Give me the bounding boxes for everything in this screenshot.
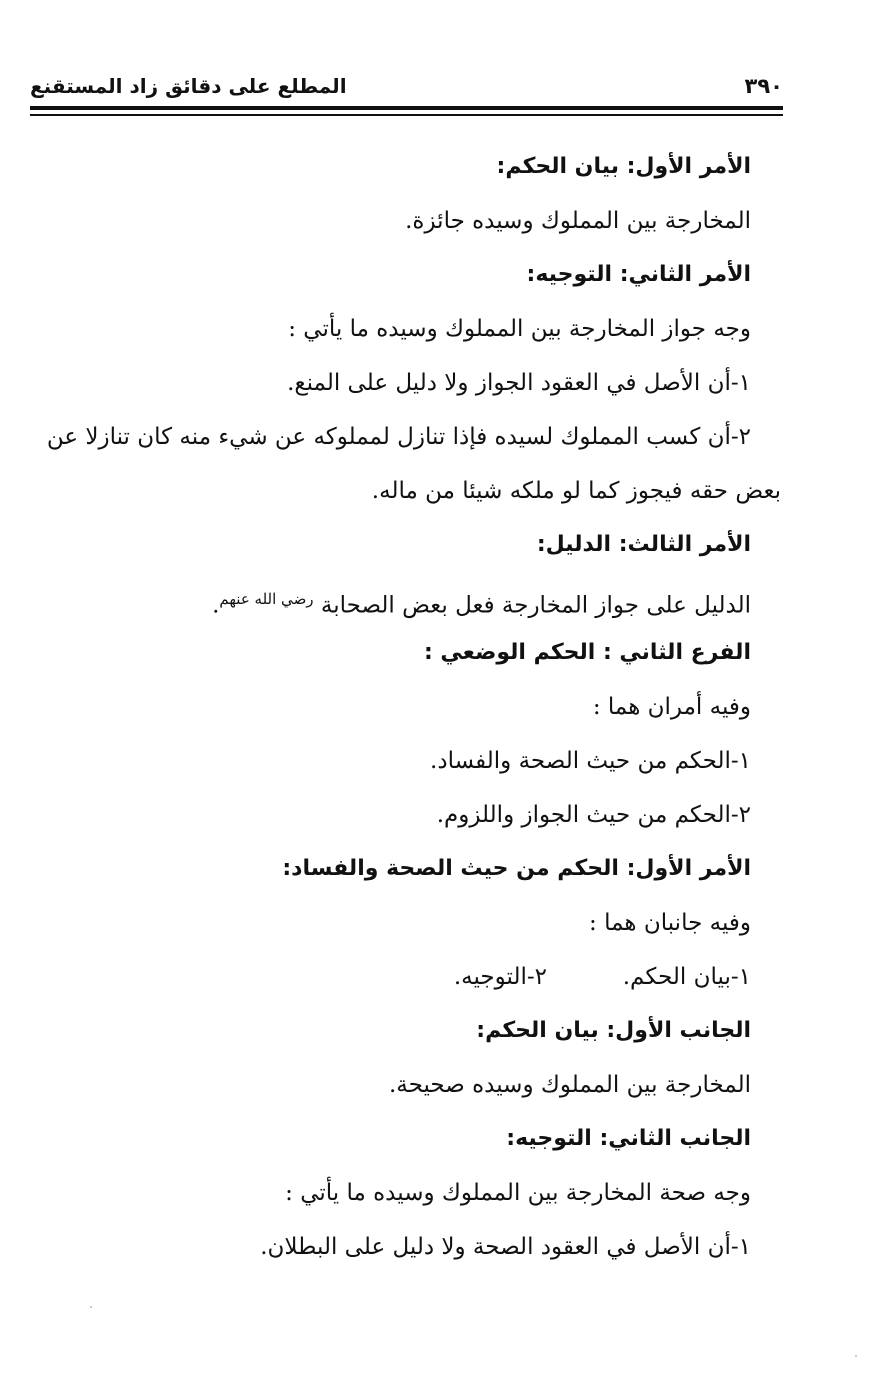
paragraph-validity-intro: وجه صحة المخارجة بين المملوك وسيده ما يأتي : bbox=[285, 1180, 751, 1206]
paragraph-justification-intro: وجه جواز المخارجة بين المملوك وسيده ما يأتي : bbox=[288, 316, 751, 342]
heading-validity-matter: الأمر الأول: الحكم من حيث الصحة والفساد: bbox=[282, 856, 751, 881]
paragraph-ruling: المخارجة بين المملوك وسيده جائزة. bbox=[405, 208, 751, 234]
paragraph-two-aspects: وفيه جانبان هما : bbox=[589, 910, 751, 936]
scan-speck bbox=[855, 1355, 857, 1357]
list-item-2-continuation: بعض حقه فيجوز كما لو ملكه شيئا من ماله. bbox=[371, 478, 781, 504]
heading-second-matter: الأمر الثاني: التوجيه: bbox=[526, 262, 751, 287]
heading-second-branch: الفرع الثاني : الحكم الوضعي : bbox=[423, 640, 751, 665]
evidence-text: الدليل على جواز المخارجة فعل بعض الصحابة bbox=[320, 592, 751, 619]
heading-second-aspect: الجانب الثاني: التوجيه: bbox=[506, 1126, 751, 1151]
aspect-justification: ٢-التوجيه. bbox=[453, 964, 547, 990]
aspect-ruling: ١-بيان الحكم. bbox=[622, 964, 751, 990]
list-item-1: ١-أن الأصل في العقود الجواز ولا دليل على المنع. bbox=[287, 370, 751, 396]
page-number: ٣٩٠ bbox=[744, 74, 783, 98]
scan-speck bbox=[90, 1306, 92, 1308]
heading-third-matter: الأمر الثالث: الدليل: bbox=[536, 532, 751, 557]
page-body bbox=[30, 142, 781, 1276]
header-rule-thick bbox=[30, 106, 783, 110]
heading-first-matter: الأمر الأول: بيان الحكم: bbox=[496, 154, 751, 179]
list-item-permissibility: ٢-الحكم من حيث الجواز واللزوم. bbox=[436, 802, 751, 828]
aspects-row bbox=[30, 952, 751, 1006]
page-header bbox=[30, 72, 783, 102]
list-item-validity: ١-الحكم من حيث الصحة والفساد. bbox=[430, 748, 751, 774]
honorific-glyph: رضي الله عنهم bbox=[219, 590, 314, 608]
header-rule-thin bbox=[30, 114, 783, 116]
list-item-validity-1: ١-أن الأصل في العقود الصحة ولا دليل على البطلان. bbox=[260, 1234, 751, 1260]
book-title: المطلع على دقائق زاد المستقنع bbox=[30, 74, 347, 98]
evidence-period: . bbox=[212, 592, 220, 619]
paragraph-two-matters: وفيه أمران هما : bbox=[592, 694, 751, 720]
list-item-2: ٢-أن كسب المملوك لسيده فإذا تنازل لمملوكه عن شيء منه كان تنازلا عن bbox=[46, 424, 751, 450]
heading-first-aspect: الجانب الأول: بيان الحكم: bbox=[476, 1018, 751, 1043]
paragraph-valid: المخارجة بين المملوك وسيده صحيحة. bbox=[389, 1072, 751, 1098]
paragraph-evidence bbox=[30, 574, 751, 628]
